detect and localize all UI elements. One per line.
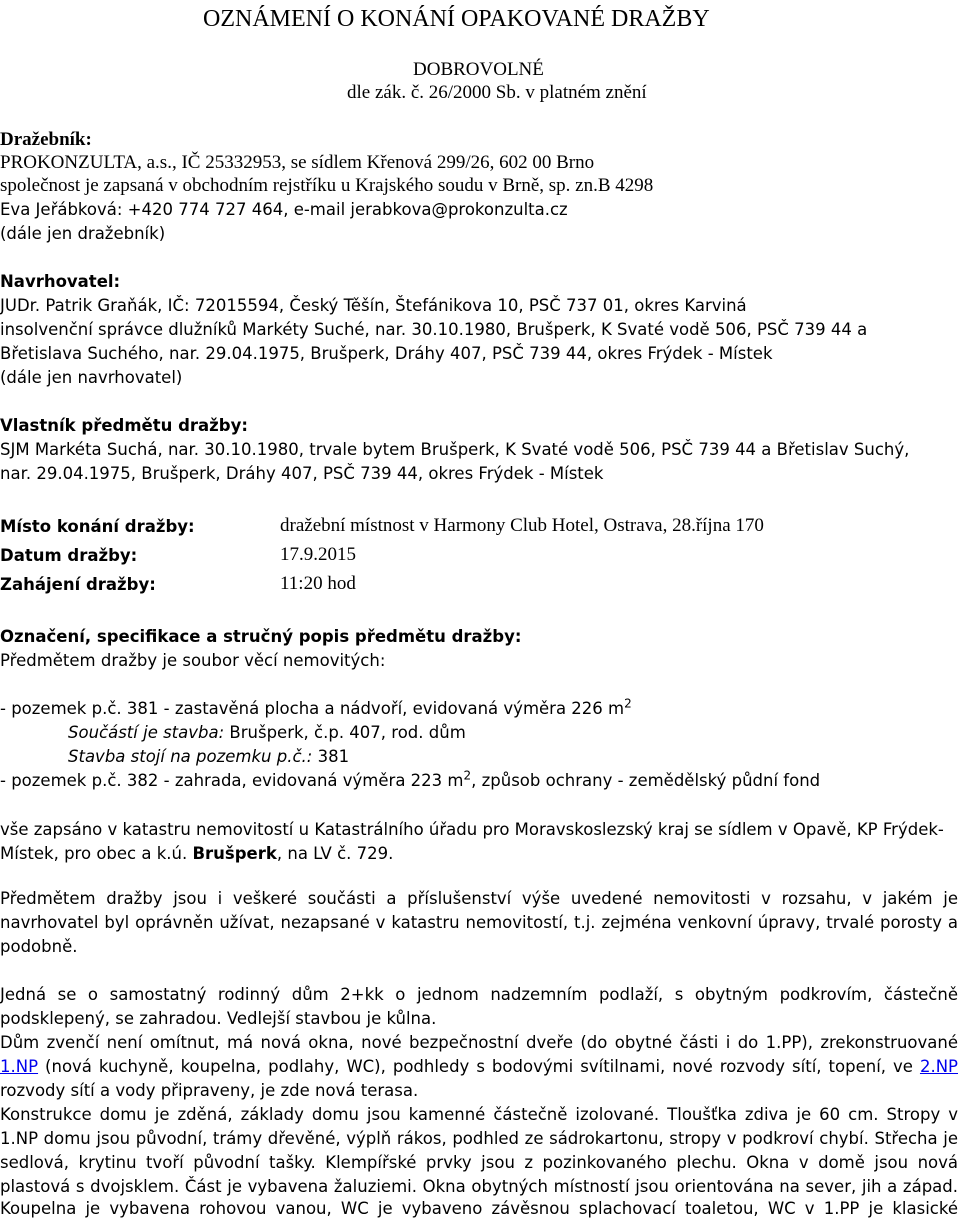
parcel-381 [0,697,632,721]
parcel-381-text: - pozemek p.č. 381 - zastavěná plocha a nádvoří, evidovaná výměra 226 m [0,699,625,718]
building-parcel [68,745,349,769]
cadastre-text-a: Místek, pro obec a k.ú. [0,844,193,863]
proposer-line-3: Břetislava Suchého, nar. 29.04.1975, Brušperk, Dráhy 407, PSČ 739 44, okres Frýdek - Místek [0,344,773,363]
parcel-381-sup: 2 [624,696,632,711]
description-line-8: sedlová, krytinu tvoří původní tašky. Klempířské prvky jsou z pozinkovaného plechu. Okna v domě jsou nová [0,1153,958,1172]
auctioneer-line-1: PROKONZULTA, a.s., IČ 25332953, se sídlem Křenová 299/26, 602 00 Brno [0,152,595,173]
cadastre-line-1: vše zapsáno v katastru nemovitostí u Katastrálního úřadu pro Moravskoslezský kraj se sídlem v Opavě, KP Frýdek- [0,820,944,839]
accessories-line-2: navrhovatel byl oprávněn užívat, nezapsané v katastru nemovitostí, t.j. zejména venkovní úpravy, trvalé porosty a [0,913,958,932]
start-value: 11:20 hod [280,573,356,594]
start-label: Zahájení dražby: [0,575,156,594]
accessories-line-3: podobně. [0,937,78,956]
owner-line-1: SJM Markéta Suchá, nar. 30.10.1980, trvale bytem Brušperk, K Svaté vodě 506, PSČ 739 44 a Břetislav Suchý, [0,440,910,459]
parcel-382 [0,769,820,793]
floor-2np-link[interactable]: 2.NP [919,1057,958,1076]
auctioneer-contact: Eva Jeřábková: +420 774 727 464, e-mail jerabkova@prokonzulta.cz [0,200,568,219]
venue-label: Místo konání dražby: [0,517,195,536]
date-label: Datum dražby: [0,546,138,565]
subject-heading: Označení, specifikace a stručný popis předmětu dražby: [0,627,522,646]
law-reference: dle zák. č. 26/2000 Sb. v platném znění [347,82,647,103]
proposer-note: (dále jen navrhovatel) [0,368,183,387]
auctioneer-note: (dále jen dražebník) [0,224,166,243]
cadastre-line-2 [0,842,393,866]
parcel-382-protection: , způsob ochrany - zemědělský půdní fond [471,771,821,790]
owner-label: Vlastník předmětu dražby: [0,416,248,435]
cadastre-town: Brušperk [192,844,277,863]
proposer-line-1: JUDr. Patrik Graňák, IČ: 72015594, Český Těšín, Štefánikova 10, PSČ 737 01, okres Karviná [0,296,747,315]
building-part [68,721,466,745]
description-line-7: 1.NP domu jsou původní, trámy dřevěné, výplň rákos, podhled ze sádrokartonu, stropy v podkroví chybí. Střecha je [0,1129,958,1148]
description-line-1: Jedná se o samostatný rodinný dům 2+kk o jednom nadzemním podlaží, s obytným podkrovím, částečně [0,985,958,1004]
parcel-382-sup: 2 [463,768,472,783]
description-line-3: Dům zvenčí není omítnut, má nová okna, nové bezpečnostní dveře (do obytné části i do 1.PP), zrekonstruované [0,1033,958,1052]
accessories-line-1: Předmětem dražby jsou i veškeré součásti a příslušenství výše uvedené nemovitosti v rozsahu, v jakém je [0,889,958,908]
date-value: 17.9.2015 [280,544,356,565]
auctioneer-line-2: společnost je zapsaná v obchodním rejstříku u Krajského soudu v Brně, sp. zn.B 4298 [0,175,654,196]
building-parcel-label: Stavba stojí na pozemku p.č.: [68,747,313,766]
description-line-4 [0,1055,958,1079]
description-line-9: plastová s dvojsklem. Část je vybavena žaluziemi. Okna obytných místností jsou orientována na sever, jih a západ. [0,1177,958,1196]
document-title: OZNÁMENÍ O KONÁNÍ OPAKOVANÉ DRAŽBY [203,6,710,32]
description-line-6: Konstrukce domu je zděná, základy domu jsou kamenné částečně izolované. Tloušťka zdiva je 60 cm. Stropy v [0,1105,958,1124]
description-line-5: rozvody sítí a vody připraveny, je zde nová terasa. [0,1081,419,1100]
auctioneer-label: Dražebník: [0,129,92,150]
venue-value: dražební místnost v Harmony Club Hotel, Ostrava, 28.října 170 [280,515,764,536]
building-part-label: Součástí je stavba: [68,723,225,742]
building-parcel-value: 381 [312,747,350,766]
owner-line-2: nar. 29.04.1975, Brušperk, Dráhy 407, PSČ 739 44, okres Frýdek - Místek [0,464,604,483]
floor-1np-link[interactable]: 1.NP [0,1057,39,1076]
subject-intro: Předmětem dražby je soubor věcí nemovitých: [0,651,386,670]
document-subtitle: DOBROVOLNÉ [413,59,544,80]
description-line-4-text: (nová kuchyně, koupelna, podlahy, WC), podhledy s bodovými svítilnami, nové rozvody sítí, topení, ve [38,1057,920,1076]
parcel-382-text: - pozemek p.č. 382 - zahrada, evidovaná výměra 223 m [0,771,464,790]
proposer-line-2: insolvenční správce dlužníků Markéty Suché, nar. 30.10.1980, Brušperk, K Svaté vodě 506, PSČ 739 44 a [0,320,868,339]
description-line-10: Koupelna je vybavena rohovou vanou, WC je vybaveno závěsnou splachovací toaletou, WC v 1.PP je klasické [0,1199,958,1218]
description-line-2: podsklepený, se zahradou. Vedlejší stavbou je kůlna. [0,1009,437,1028]
proposer-label: Navrhovatel: [0,272,121,291]
cadastre-text-c: , na LV č. 729. [276,844,394,863]
building-part-value: Brušperk, č.p. 407, rod. dům [224,723,466,742]
